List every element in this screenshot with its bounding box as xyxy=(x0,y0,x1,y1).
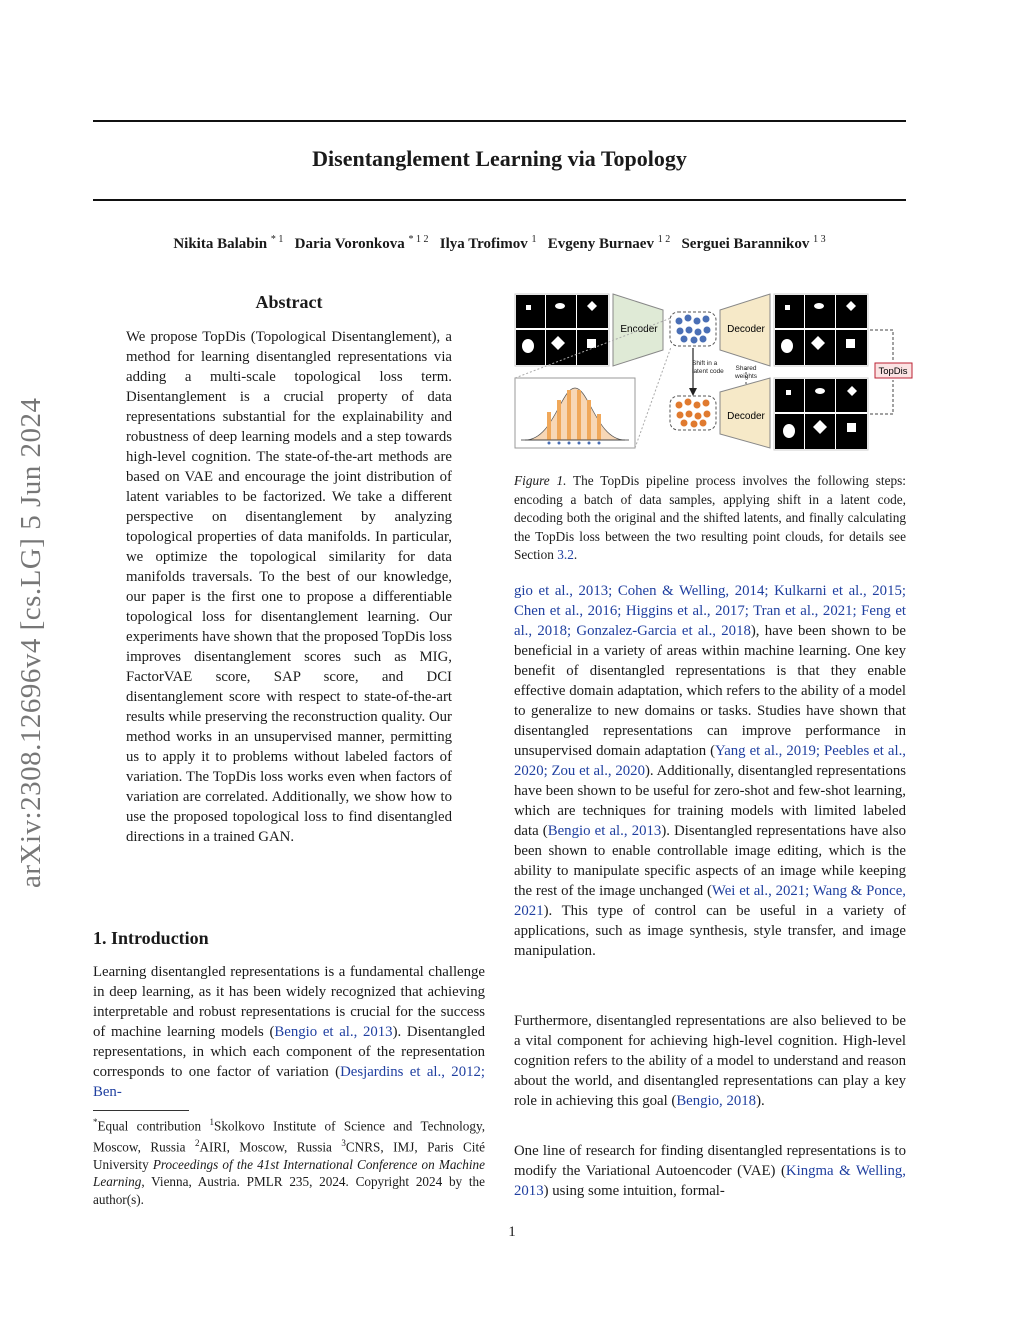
shared-label: Shared weights xyxy=(734,365,758,380)
text-run: AIRI, Moscow, Russia xyxy=(199,1139,342,1155)
text-run: The TopDis pipeline process involves the following steps: encoding a batch of data samples, applying shift in a latent code, decoding both the original and the shifted latents, and finally calculating the TopDis loss between the two resulting point clouds, for details see Section xyxy=(514,473,906,562)
citation-link[interactable]: Yang et al., 2019; Peebles et al., 2020; Zou et al., 2020 xyxy=(514,743,906,779)
author-list xyxy=(93,234,906,253)
output-image-grid-top xyxy=(774,294,868,366)
intro-paragraph xyxy=(93,962,485,1102)
author-affil: 1 2 xyxy=(657,234,671,245)
topdis-label: TopDis xyxy=(878,366,908,377)
author-affil: * 1 xyxy=(270,234,284,245)
text-run: ). xyxy=(756,1093,765,1109)
input-image-grid xyxy=(515,294,609,366)
citation-link[interactable]: Bengio et al., 2013 xyxy=(547,823,662,839)
paragraph xyxy=(514,1141,906,1201)
shift-arrowhead xyxy=(689,388,697,396)
abstract-heading: Abstract xyxy=(255,292,323,312)
author-affil: 1 xyxy=(531,234,537,245)
text-run: . xyxy=(573,547,578,562)
caption-label: Figure 1. xyxy=(514,473,567,488)
latent-points xyxy=(676,315,711,344)
citation-link[interactable]: gio et al., 2013; Cohen & Welling, 2014; Kulkarni et al., 2015; Chen et al., 2016; Higgins et al., 2017; Tran et al., 2021; Feng et al., 2018; Gonzalez-Garcia et al., 2018 xyxy=(514,583,906,639)
author-affil: * 1 2 xyxy=(408,234,429,245)
pipeline-figure xyxy=(513,292,913,462)
output-image-grid-bottom xyxy=(774,378,868,450)
text-run: One line of research for finding disentangled representations is to modify the Variational Autoencoder (VAE) ( xyxy=(514,1143,906,1179)
decoder-label-bottom: Decoder xyxy=(727,411,765,422)
citation-link[interactable]: Desjardins et al., 2012; Ben- xyxy=(93,1064,485,1100)
text-run: Furthermore, disentangled representations are also believed to be a vital component for achieving high-level cognition. High-level cognition refers to the ability of a model to understand and reason about the world, and disentangled representations can play a key role in achieving this goal ( xyxy=(514,1013,906,1109)
decoder-label-top: Decoder xyxy=(727,324,765,335)
title-rule xyxy=(93,199,906,201)
encoder-label: Encoder xyxy=(620,324,658,335)
text-run: , Vienna, Austria. PMLR 235, 2024. Copyright 2024 by the author(s). xyxy=(93,1174,485,1207)
author: Evgeny Burnaev xyxy=(547,236,654,252)
text-run: Equal contribution xyxy=(97,1118,210,1134)
shift-label: Shift in a latent code xyxy=(692,360,724,375)
text-run: Proceedings of the 41st International Conference on Machine Learning xyxy=(93,1156,485,1190)
intro-heading: 1. Introduction xyxy=(93,928,209,948)
footnote: *Equal contribution $^1$Skolkovo Institute of Science and Technology, Moscow, Russia $^2$AIRI, Moscow, Russia $^3$CNRS, IMJ, Paris Cité University Proceedings of the 41st International Conference on Machine Learning, Vienna, Austria. PMLR 235, 2024. Copyright 2024 by the author(s). xyxy=(93,1117,485,1207)
intro-paragraph-continued xyxy=(514,581,906,961)
text-run: Skolkovo Institute of Science and Technology, Moscow, Russia xyxy=(93,1118,485,1155)
text-run: CNRS, IMJ, Paris Cité University xyxy=(93,1139,485,1172)
footnote-rule xyxy=(93,1110,189,1111)
text-run: ). This type of control can be useful in a variety of applications, such as image synthesis, style transfer, and image manipulation. xyxy=(514,903,906,959)
arxiv-stamp: arXiv:2308.12696v4 [cs.LG] 5 Jun 2024 xyxy=(15,397,47,888)
text-run: Learning disentangled representations is a fundamental challenge in deep learning, as it has been widely recognized that achieving interpretable and robust representations is crucial for the success of machine learning models ( xyxy=(93,964,485,1040)
text-run: ). Additionally, disentangled representations have been shown to be useful for zero-shot and few-shot learning, which are techniques for training models with limited labeled data ( xyxy=(514,763,907,839)
page-number: 1 xyxy=(508,1224,516,1240)
citation-link[interactable]: Kingma & Welling, 2013 xyxy=(514,1163,906,1199)
citation-link[interactable]: Bengio et al., 2013 xyxy=(274,1024,393,1040)
author: Serguei Barannikov xyxy=(681,236,810,252)
citation-link[interactable]: Bengio, 2018 xyxy=(676,1093,757,1109)
author: Nikita Balabin xyxy=(173,236,268,252)
citation-link[interactable]: Wei et al., 2021; Wang & Ponce, 2021 xyxy=(514,883,906,919)
author: Ilya Trofimov xyxy=(439,236,528,252)
paragraph xyxy=(514,1011,906,1111)
text-run: ). Disentangled representations, in which each component of the representation corresponds to one factor of variation ( xyxy=(93,1024,485,1080)
text-run: ) using some intuition, formal- xyxy=(543,1183,725,1199)
abstract-body: We propose TopDis (Topological Disentanglement), a method for learning disentangled representations via adding a multi-scale topological loss term. Disentanglement is a crucial property of data representations substantial for the explainability and robustness of deep learning models and a step towards high-level cognition. The state-of-the-art methods are based on VAE and encourage the joint distribution of latent variables to be factorized. We take a different perspective on disentanglement by analyzing topological properties of data manifolds. In particular, we optimize the topological similarity for data manifolds traversals. To the best of our knowledge, our paper is the first one to propose a differentiable topological loss for disentanglement learning. Our experiments have shown that the proposed TopDis loss improves disentanglement scores such as MIG, FactorVAE score, SAP score, and DCI disentanglement score with respect to state-of-the-art results while preserving the reconstruction quality. Our method works in an unsupervised manner, permitting us to apply it to problems without labeled factors of variation. The TopDis loss works even when factors of variation are correlated. Additionally, we show how to use the proposed topological loss to find disentangled directions in a trained GAN. xyxy=(126,329,452,845)
author: Daria Voronkova xyxy=(294,236,405,252)
paper-title: Disentanglement Learning via Topology xyxy=(312,146,687,171)
figure-caption xyxy=(514,472,906,565)
shifted-latent-points xyxy=(676,399,711,428)
top-rule xyxy=(93,120,906,122)
author-affil: 1 3 xyxy=(813,234,826,245)
section-link[interactable]: 3.2 xyxy=(557,547,574,562)
text-run: ). Disentangled representations have also been shown to enable controllable image editing, which is the ability to manipulate specific aspects of an image while keeping the rest of the image unchanged ( xyxy=(514,823,906,899)
text-run: ), have been shown to be beneficial in a variety of areas within machine learning. One key benefit of disentangled representations is that they enable effective domain adaptation, which refers to the ability of a model to generalize to new domains or tasks. Studies have shown that disentangled representations can improve performance in unsupervised domain adaptation ( xyxy=(514,623,906,759)
